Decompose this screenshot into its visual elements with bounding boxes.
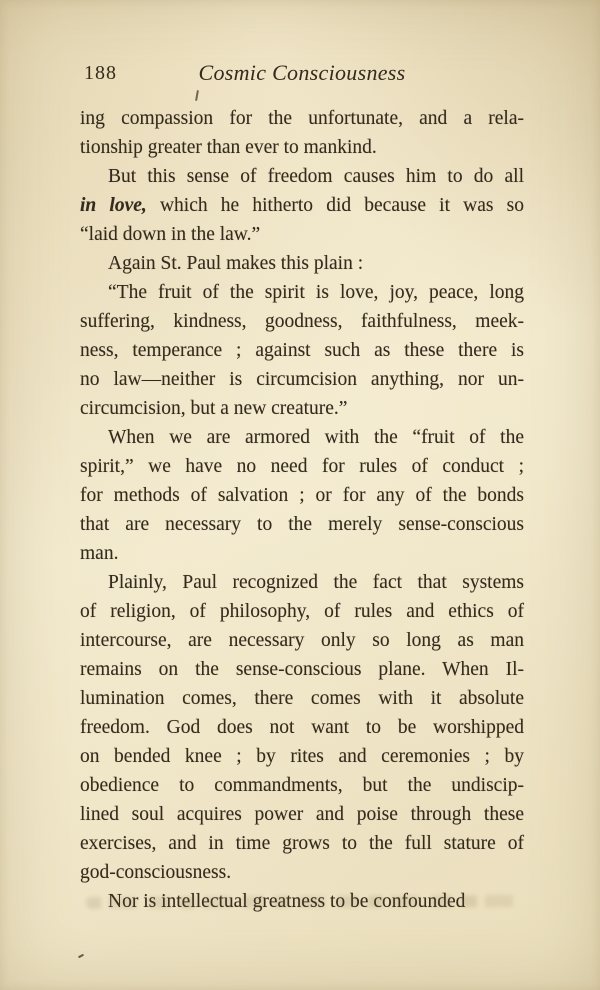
- text-segment: freedom. God does not want to be worshipped: [80, 717, 524, 738]
- text-segment: Plainly, Paul recognized the fact that systems: [108, 572, 524, 593]
- text-line: [80, 713, 524, 742]
- text-line: [80, 858, 524, 887]
- text-segment: spirit,” we have no need for rules of conduct ;: [80, 456, 524, 477]
- text-line: [80, 191, 524, 220]
- text-line: [80, 220, 524, 249]
- text-line: [80, 655, 524, 684]
- text-segment: exercises, and in time grows to the full stature of: [80, 833, 524, 854]
- text-segment: circumcision, but a new creature.”: [80, 398, 348, 419]
- text-line: [80, 510, 524, 539]
- paragraph: [80, 423, 524, 568]
- page-body: [80, 104, 524, 916]
- text-line: [80, 626, 524, 655]
- text-line: [80, 104, 524, 133]
- paragraph: [80, 278, 524, 423]
- text-segment: suffering, kindness, goodness, faithfulness, meek-: [80, 311, 524, 332]
- text-line: [80, 365, 524, 394]
- text-line: [80, 336, 524, 365]
- text-segment: no law—neither is circumcision anything, nor un-: [80, 369, 524, 390]
- text-segment: Nor is intellectual greatness to be confounded: [108, 891, 466, 912]
- text-line: [80, 771, 524, 800]
- text-segment: for methods of salvation ; or for any of the bonds: [80, 485, 524, 506]
- text-segment: man.: [80, 543, 119, 564]
- text-line: [80, 278, 524, 307]
- text-line: [80, 394, 524, 423]
- text-line: [80, 829, 524, 858]
- text-segment: god-consciousness.: [80, 862, 232, 883]
- text-segment: ness, temperance ; against such as these there is: [80, 340, 524, 361]
- text-line: [80, 249, 524, 278]
- page-number: 188: [84, 62, 117, 84]
- text-line: [80, 307, 524, 336]
- page-content: [80, 58, 524, 916]
- text-segment: “The fruit of the spirit is love, joy, peace, long: [108, 282, 524, 303]
- text-segment: But this sense of freedom causes him to do all: [108, 166, 524, 187]
- text-segment: remains on the sense-conscious plane. When Il-: [80, 659, 524, 680]
- text-line: [80, 481, 524, 510]
- text-line: [80, 568, 524, 597]
- text-segment: of religion, of philosophy, of rules and ethics of: [80, 601, 524, 622]
- text-segment: ing compassion for the unfortunate, and a rela-: [80, 108, 524, 129]
- text-segment: lumination comes, there comes with it absolute: [80, 688, 524, 709]
- text-segment: “laid down in the law.”: [80, 224, 261, 245]
- text-line: [80, 133, 524, 162]
- text-line: [80, 423, 524, 452]
- text-line: [80, 684, 524, 713]
- paragraph: [80, 249, 524, 278]
- text-segment: obedience to commandments, but the undiscip-: [80, 775, 524, 796]
- text-line: [80, 742, 524, 771]
- text-segment: Again St. Paul makes this plain :: [108, 253, 364, 274]
- running-title: Cosmic Consciousness: [198, 60, 406, 85]
- bleed-through-text: [86, 895, 516, 909]
- text-segment: intercourse, are necessary only so long as man: [80, 630, 524, 651]
- text-segment: which he hitherto did because it was so: [146, 195, 524, 216]
- paragraph: [80, 568, 524, 887]
- paragraph: [80, 104, 524, 162]
- text-line: [80, 539, 524, 568]
- text-segment: that are necessary to the merely sense-conscious: [80, 514, 524, 535]
- text-segment: lined soul acquires power and poise through these: [80, 804, 524, 825]
- text-line: [80, 162, 524, 191]
- paragraph: [80, 162, 524, 249]
- text-segment: When we are armored with the “fruit of the: [108, 427, 524, 448]
- page-header: [80, 58, 524, 88]
- ink-speck: [78, 954, 84, 959]
- text-line: [80, 452, 524, 481]
- text-segment: tionship greater than ever to mankind.: [80, 137, 377, 158]
- text-segment: on bended knee ; by rites and ceremonies ; by: [80, 746, 524, 767]
- text-line: [80, 800, 524, 829]
- text-line: [80, 597, 524, 626]
- emphasized-text: in love,: [80, 195, 147, 216]
